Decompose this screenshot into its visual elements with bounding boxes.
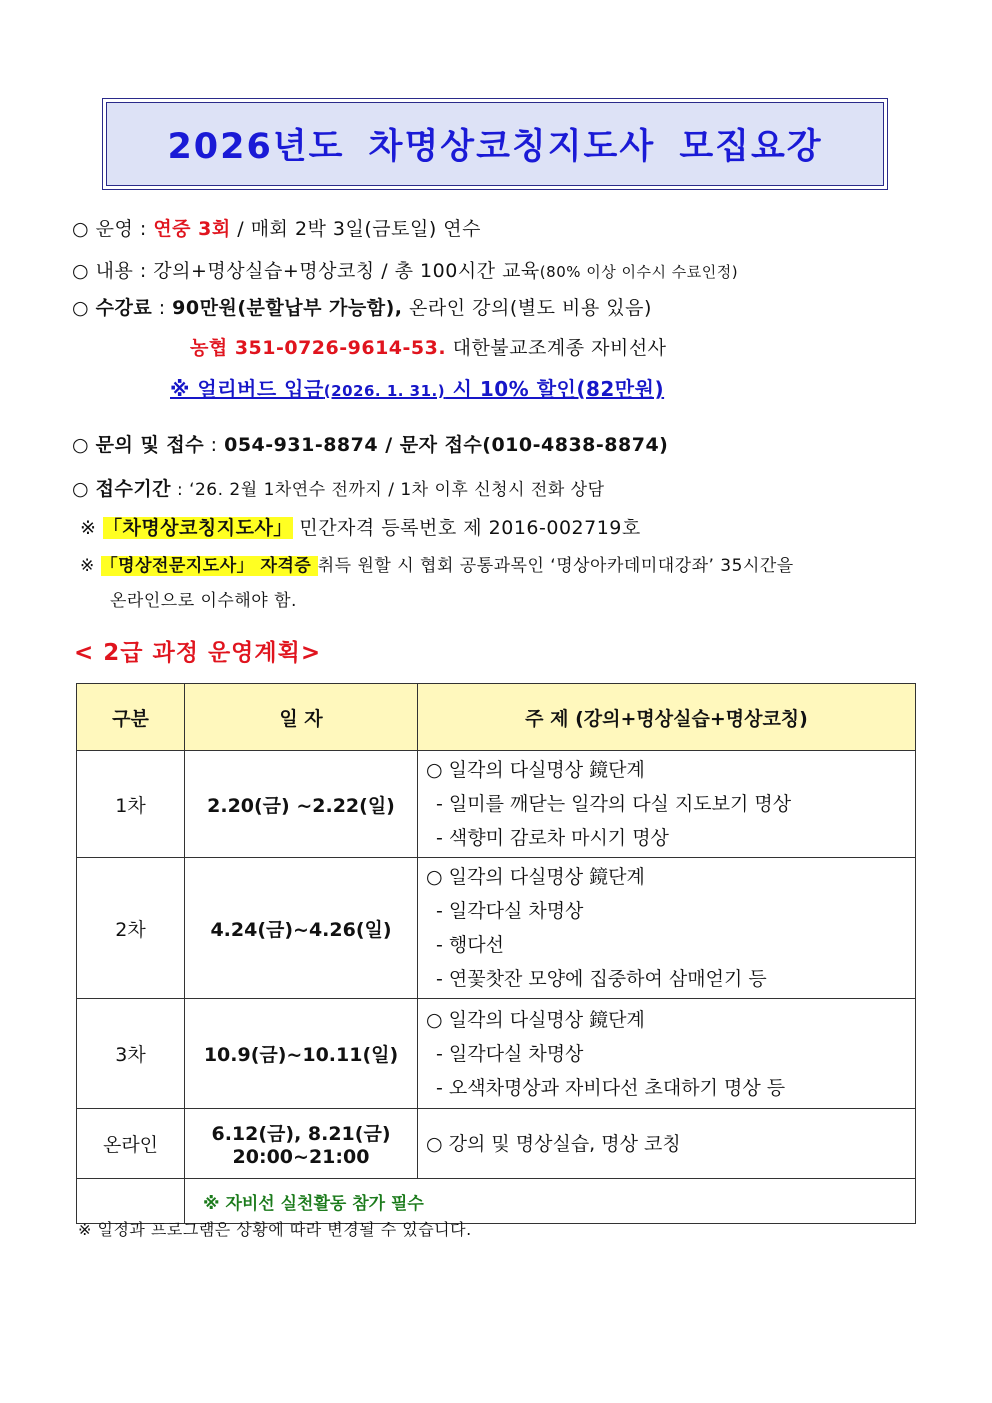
info-fee [72,293,652,320]
info-note1 [80,513,641,540]
note2-mark: ※ [80,556,101,576]
footer-note: ※ 일정과 프로그램은 상황에 따라 변경될 수 있습니다. [78,1220,472,1239]
topic-item: - 연꽃찻잔 모양에 집중하여 삼매얻기 등 [436,968,767,990]
section-title: < 2급 과정 운영계획> [74,640,322,666]
content-completion: (80% 이상 이수시 수료인정) [539,263,739,281]
row-topics [418,751,916,858]
topic-item: - 일각다실 차명상 [436,1042,584,1065]
row-topics [418,858,916,999]
fee-rest: 온라인 강의(별도 비용 있음) [402,297,652,319]
inquiry-sep: : [204,434,225,456]
topic-item: - 행다선 [436,934,504,956]
note1-highlight: 「차명상코칭지도사」 [102,517,293,539]
inquiry-label: 문의 및 접수 [95,434,205,456]
period-detail: : ‘26. 2월 1차연수 전까지 / 1차 이후 신청시 전화 상담 [171,480,605,500]
plan-table [76,683,916,1224]
note2-highlight: 「명상전문지도사」 자격증 [100,556,318,576]
row-round: 온라인 [77,1109,185,1179]
info-bank [190,333,667,360]
topic-item: - 일각다실 차명상 [436,900,584,922]
title-box [102,98,888,190]
header-topic: 주 제 (강의+명상실습+명상코칭) [418,684,916,751]
early-bird-discount: 시 10% 할인(82만원) [445,377,665,401]
period-bullet: ○ [72,478,96,500]
topic-item: ○ 일각의 다실명상 鏡단계 [426,866,645,888]
row-date-time: 20:00~21:00 [232,1146,370,1168]
table-row [77,1109,916,1179]
row-topics [418,999,916,1109]
info-note2 [80,551,794,576]
inquiry-bullet: ○ [72,434,96,456]
page-title: 2026년도 차명상코칭지도사 모집요강 [167,127,823,167]
row-topics [418,1109,916,1179]
info-note2-line2: 온라인으로 이수해야 함. [110,591,297,611]
row-date-days: 6.12(금), 8.21(금) [211,1123,391,1145]
info-period [72,474,605,501]
operation-detail: / 매회 2박 3일(금토일) 연수 [230,218,482,240]
fee-amount: 90만원(분할납부 가능함), [172,297,403,319]
row-date: 4.24(금)~4.26(일) [185,858,418,999]
info-inquiry [72,430,668,457]
row-date [185,1109,418,1179]
info-content [72,256,738,283]
info-early-bird [170,373,664,402]
table-row [77,999,916,1109]
topic-item: ○ 강의 및 명상실습, 명상 코칭 [426,1132,681,1155]
header-date: 일 자 [185,684,418,751]
topic-item: - 일미를 깨닫는 일각의 다실 지도보기 명상 [436,793,792,815]
info-operation [72,214,481,241]
table-note: ※ 자비선 실천활동 참가 필수 [185,1179,916,1224]
early-bird-date: (2026. 1. 31.) [323,382,446,400]
table-header-row [77,684,916,751]
topic-item: - 색향미 감로차 마시기 명상 [436,827,669,849]
row-date: 10.9(금)~10.11(일) [185,999,418,1109]
table-row [77,858,916,999]
topic-item: ○ 일각의 다실명상 鏡단계 [426,759,645,781]
bank-holder: 대한불교조계종 자비선사 [446,337,667,359]
bank-account: 농협 351-0726-9614-53. [190,337,447,359]
topic-item: ○ 일각의 다실명상 鏡단계 [426,1008,645,1031]
row-date: 2.20(금) ~2.22(일) [185,751,418,858]
inquiry-phone: 054-931-8874 / 문자 접수(010-4838-8874) [224,434,669,456]
content-text: ○ 내용 : 강의+명상실습+명상코칭 / 총 100시간 교육 [72,260,540,282]
operation-frequency: 연중 3회 [153,218,231,240]
row-round: 2차 [77,858,185,999]
fee-sep: : [152,297,173,319]
operation-label: ○ 운영 : [72,218,154,240]
header-round: 구분 [77,684,185,751]
note1-detail: 민간자격 등록번호 제 2016-002719호 [292,517,641,539]
period-label: 접수기간 [95,478,172,500]
row-round: 1차 [77,751,185,858]
title-inner [106,102,884,186]
fee-label: 수강료 [95,297,153,319]
fee-bullet: ○ [72,297,96,319]
topic-item: - 오색차명상과 자비다선 초대하기 명상 등 [436,1076,786,1099]
early-bird-label: ※ 얼리버드 입금 [170,377,324,401]
note1-mark: ※ [80,517,103,539]
table-row [77,751,916,858]
note2-detail: 취득 원할 시 협회 공통과목인 ‘명상아카데미대강좌’ 35시간을 [317,556,794,576]
row-round: 3차 [77,999,185,1109]
